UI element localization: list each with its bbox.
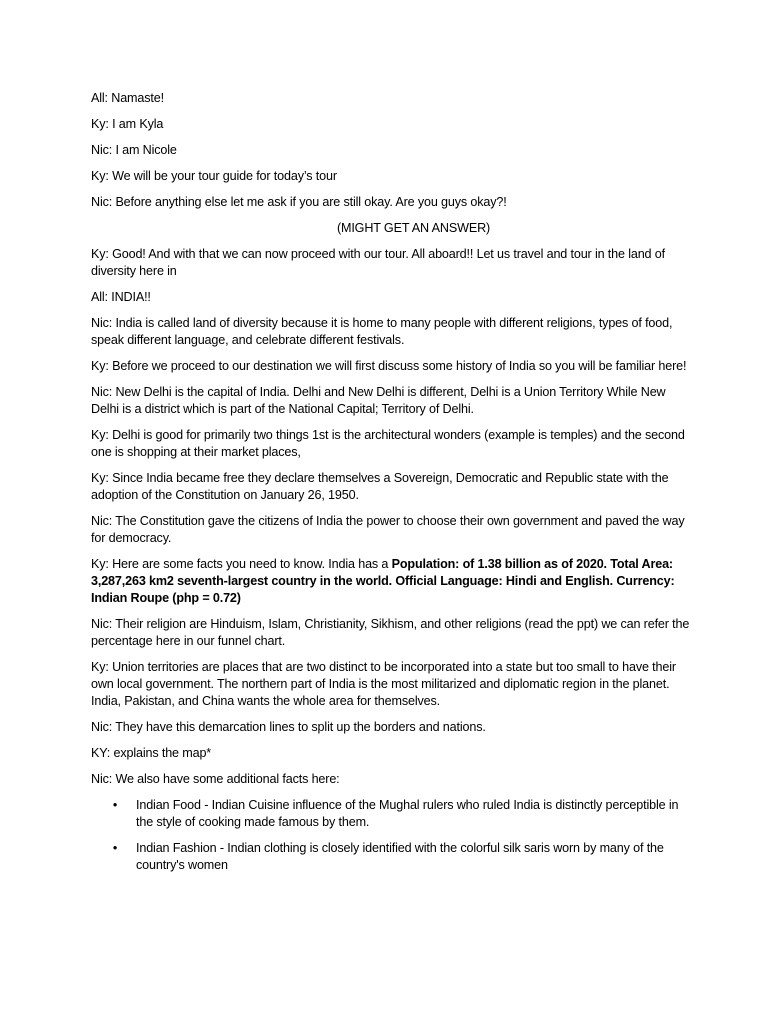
line-all-india: All: INDIA!! (91, 290, 151, 304)
line-nic-demarcation: Nic: They have this demarcation lines to split up the borders and nations. (91, 720, 486, 734)
facts-bold: Population: of 1.38 billion as of 2020. Total Area: 3,287,263 km2 seventh-largest country in the world. Official Language: Hindi and English. Currency: Indian Roupe (php = 0.72) (91, 557, 675, 605)
line-nic-diversity: Nic: India is called land of diversity because it is home to many people with different religions, types of food, speak different language, and celebrate different festivals. (91, 316, 673, 347)
line-nic-check: Nic: Before anything else let me ask if you are still okay. Are you guys okay?! (91, 195, 507, 209)
additional-facts-list (91, 797, 691, 874)
fact-indian-food: Indian Food - Indian Cuisine influence of the Mughal rulers who ruled India is distinctly perceptible in the style of cooking made famous by them. (136, 798, 679, 829)
line-nic-democracy: Nic: The Constitution gave the citizens of India the power to choose their own government and paved the way for democracy. (91, 514, 685, 545)
bullet-icon: • (112, 841, 118, 855)
list-item (112, 840, 691, 874)
line-nic-new-delhi: Nic: New Delhi is the capital of India. Delhi and New Delhi is different, Delhi is a Union Territory While New Delhi is a district which is part of the National Capital; Territory of Delhi. (91, 385, 666, 416)
line-ky-constitution: Ky: Since India became free they declare themselves a Sovereign, Democratic and Republic state with the adoption of the Constitution on January 26, 1950. (91, 471, 669, 502)
line-nic-intro: Nic: I am Nicole (91, 143, 177, 157)
line-ky-tour-guide: Ky: We will be your tour guide for today’s tour (91, 169, 337, 183)
line-nic-additional-facts: Nic: We also have some additional facts here: (91, 772, 340, 786)
line-all-namaste: All: Namaste! (91, 91, 164, 105)
line-ky-map: KY: explains the map* (91, 746, 212, 760)
line-nic-religion: Nic: Their religion are Hinduism, Islam, Christianity, Sikhism, and other religions (read the ppt) we can refer the percentage here in our funnel chart. (91, 617, 690, 648)
line-ky-delhi-good: Ky: Delhi is good for primarily two things 1st is the architectural wonders (example is temples) and the second one is shopping at their market places, (91, 428, 685, 459)
line-ky-union-territories: Ky: Union territories are places that are two distinct to be incorporated into a state but too small to have their own local government. The northern part of India is the most militarized and diplomatic region in the planet. India, Pakistan, and China wants the whole area for themselves. (91, 660, 676, 708)
facts-intro: Ky: Here are some facts you need to know. India has a (91, 557, 392, 571)
bullet-icon: • (112, 798, 118, 812)
line-ky-all-aboard: Ky: Good! And with that we can now proceed with our tour. All aboard!! Let us travel and tour in the land of diversity here in (91, 247, 665, 278)
line-ky-facts (91, 556, 691, 607)
fact-indian-fashion: Indian Fashion - Indian clothing is closely identified with the colorful silk saris worn by many of the country's women (136, 841, 664, 872)
line-ky-history: Ky: Before we proceed to our destination we will first discuss some history of India so you will be familiar here! (91, 359, 687, 373)
line-ky-intro: Ky: I am Kyla (91, 117, 164, 131)
list-item (112, 797, 691, 831)
stage-direction: (MIGHT GET AN ANSWER) (336, 221, 491, 235)
script-body (91, 90, 691, 883)
